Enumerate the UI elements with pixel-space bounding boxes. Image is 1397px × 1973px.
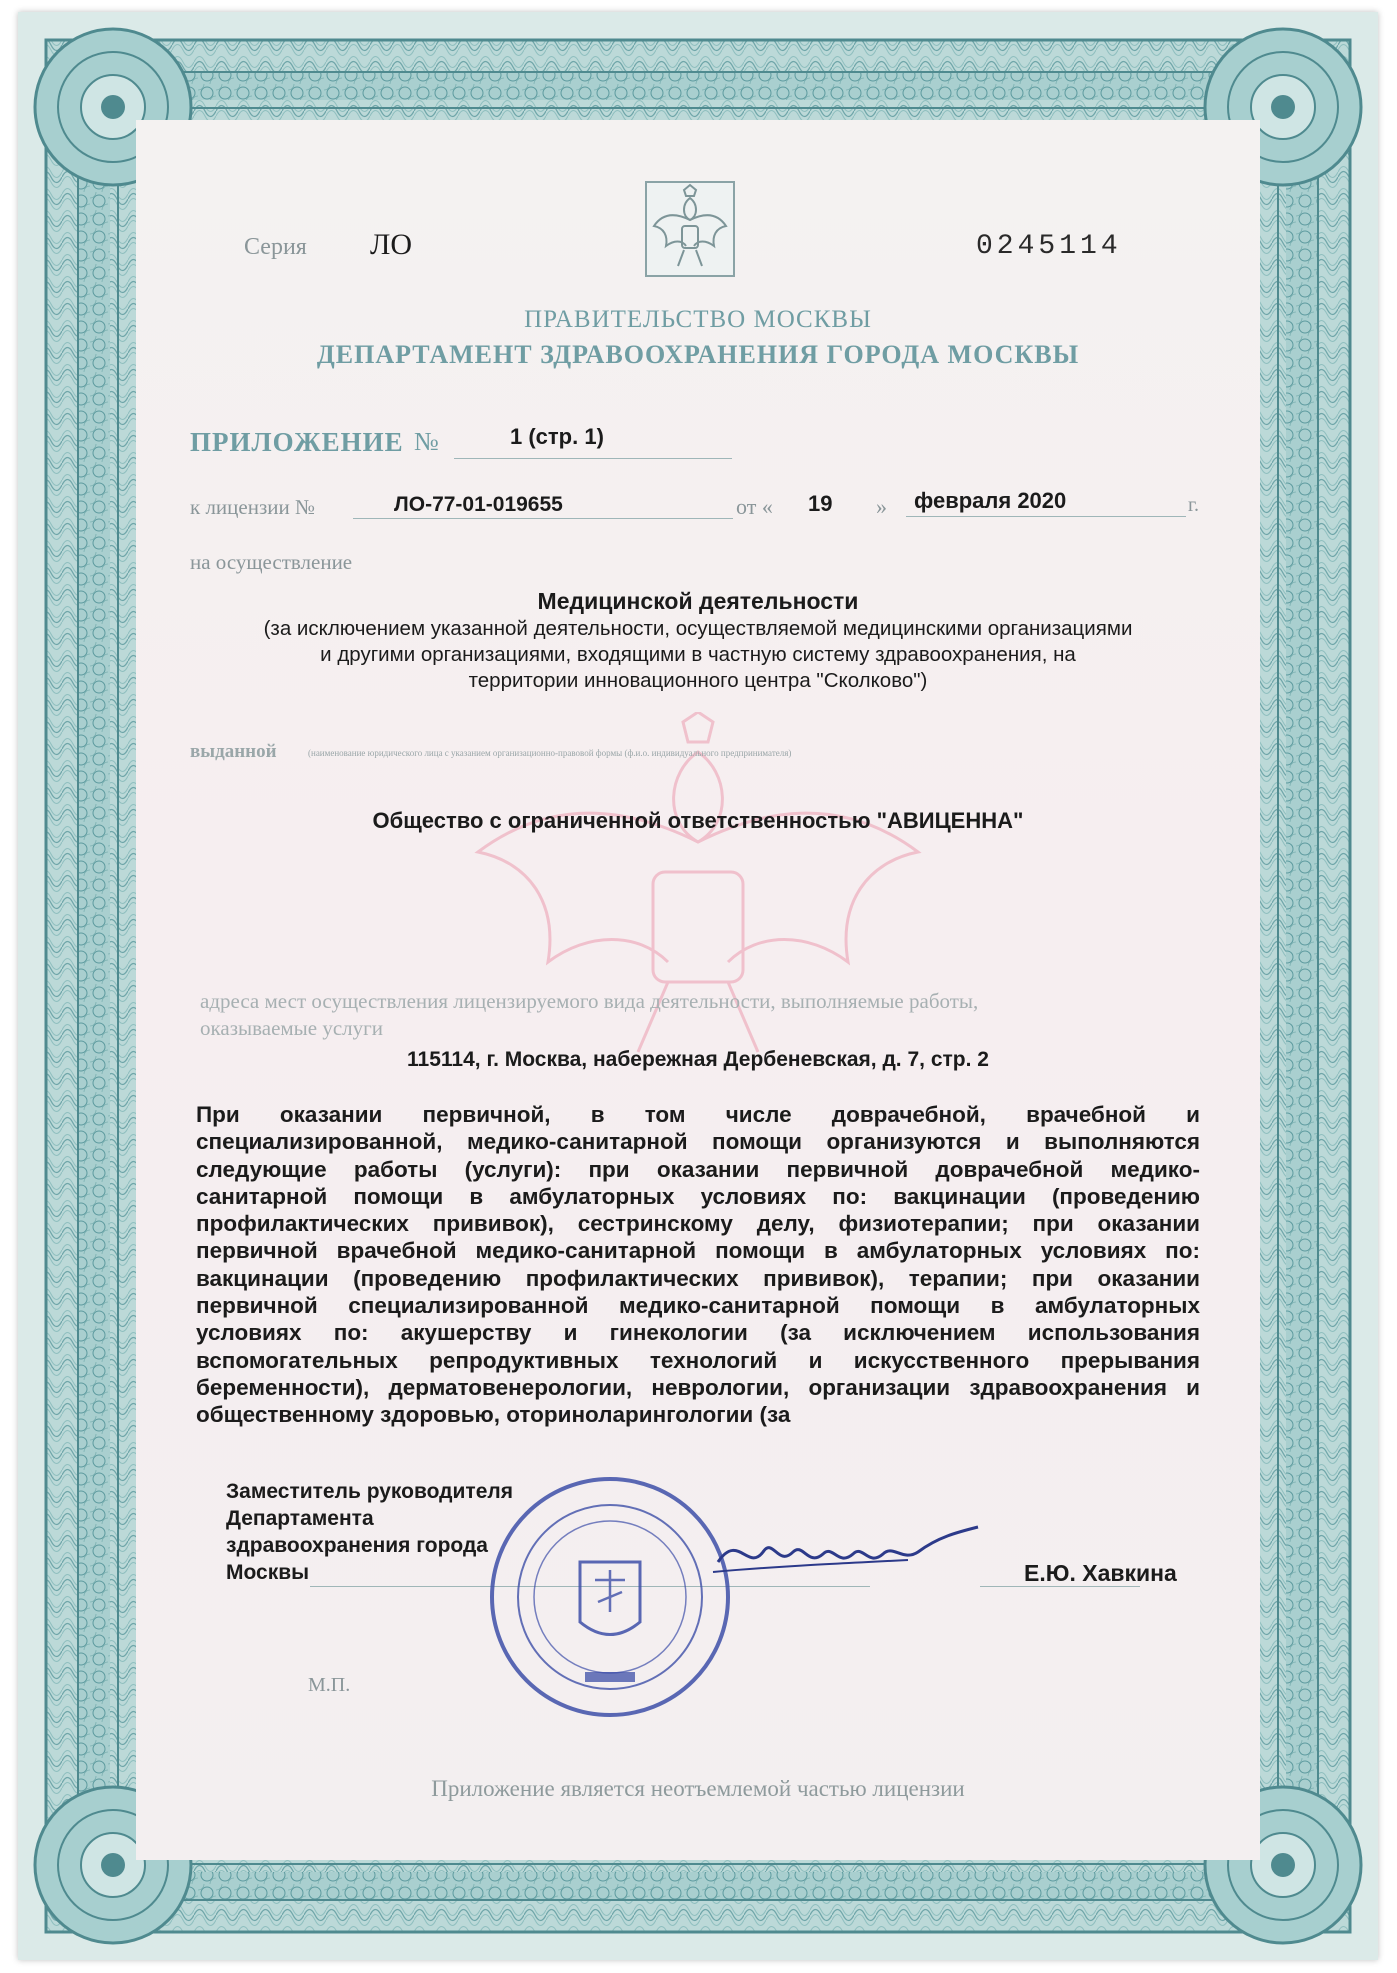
activity-description — [178, 616, 1218, 694]
footer-note: Приложение является неотъемлемой частью лицензии — [431, 1776, 965, 1801]
services-description — [196, 1101, 1200, 1429]
series-value: ЛО — [370, 228, 413, 261]
signatory-position-line: Заместитель руководителя — [226, 1480, 513, 1503]
services-line: вакцинации (проведению профилактических прививок), терапии; при оказании — [196, 1265, 1200, 1291]
license-year-suffix: г. — [1188, 494, 1199, 516]
government-title: ПРАВИТЕЛЬСТВО МОСКВЫ — [524, 306, 872, 333]
signatory-position-line: Москвы — [226, 1561, 310, 1584]
handwritten-signature-icon — [708, 1512, 988, 1592]
license-close-quote: » — [876, 494, 887, 519]
activity-label: на осуществление — [190, 550, 353, 574]
license-number: ЛО-77-01-019655 — [394, 493, 563, 516]
services-line: вспомогательных репродуктивных технологий и искусственного прерывания — [196, 1347, 1200, 1373]
appendix-value: 1 (стр. 1) — [510, 424, 604, 449]
services-line: следующие работы (услуги): при оказании первичной доврачебной медико- — [196, 1156, 1200, 1182]
organization-name: Общество с ограниченной ответственностью "АВИЦЕННА" — [372, 808, 1024, 833]
signatory-position-line: Департамента — [226, 1507, 374, 1530]
issued-hint: (наименование юридического лица с указанием организационно-правовой формы (ф.и.о. индивидуального предпринимателя) — [308, 748, 792, 758]
issued-label: выданной — [190, 741, 277, 762]
signatory-name: Е.Ю. Хавкина — [1024, 1560, 1177, 1586]
signatory-position-line: здравоохранения города — [226, 1534, 488, 1557]
services-line: беременности), дерматовенерологии, неврологии, организации здравоохранения и — [196, 1374, 1200, 1400]
activity-line: и другими организациями, входящими в частную систему здравоохранения, на — [320, 643, 1076, 666]
services-line: При оказании первичной, в том числе доврачебной, врачебной и — [196, 1102, 1200, 1127]
services-line: первичной специализированной медико-санитарной помощи в амбулаторных — [196, 1293, 1200, 1319]
services-line: санитарной помощи в амбулаторных условиях по: вакцинации (проведению — [196, 1183, 1200, 1209]
services-line: профилактических прививок), сестринскому делу, физиотерапии; при оказании — [196, 1211, 1200, 1237]
license-from-label: от « — [736, 494, 773, 519]
appendix-no-sign: № — [414, 427, 440, 456]
license-day: 19 — [808, 491, 833, 516]
coat-of-arms-icon — [644, 180, 736, 278]
activity-line: территории инновационного центра "Сколково") — [468, 669, 928, 692]
license-label: к лицензии № — [190, 495, 316, 519]
address-label-line: оказываемые услуги — [200, 1016, 384, 1040]
services-line: специализированной, медико-санитарной помощи организуются и выполняются — [196, 1129, 1200, 1155]
address-label-line: адреса мест осуществления лицензируемого вида деятельности, выполняемые работы, — [200, 989, 979, 1013]
stamp-place-label: М.П. — [308, 1674, 351, 1696]
address-value: 115114, г. Москва, набережная Дербеневская, д. 7, стр. 2 — [407, 1048, 989, 1071]
series-label: Серия — [244, 234, 307, 260]
activity-title: Медицинской деятельности — [537, 588, 859, 614]
department-title: ДЕПАРТАМЕНТ ЗДРАВООХРАНЕНИЯ ГОРОДА МОСКВЫ — [316, 340, 1080, 369]
appendix-label: ПРИЛОЖЕНИЕ — [190, 427, 404, 457]
license-appendix-sheet — [18, 12, 1378, 1960]
services-line: общественному здоровью, оториноларингологии (за — [196, 1402, 791, 1428]
services-line: условиях по: акушерству и гинекологии (за исключением использования — [196, 1320, 1200, 1346]
address-label — [200, 988, 978, 1042]
signatory-position — [226, 1478, 513, 1586]
activity-line: (за исключением указанной деятельности, осуществляемой медицинскими организациями — [263, 617, 1133, 640]
services-line: первичной врачебной медико-санитарной помощи в амбулаторных условиях по: — [196, 1238, 1200, 1264]
official-stamp-icon — [480, 1472, 740, 1722]
license-month-year: февраля 2020 — [914, 488, 1067, 513]
form-number: 0245114 — [976, 231, 1122, 262]
